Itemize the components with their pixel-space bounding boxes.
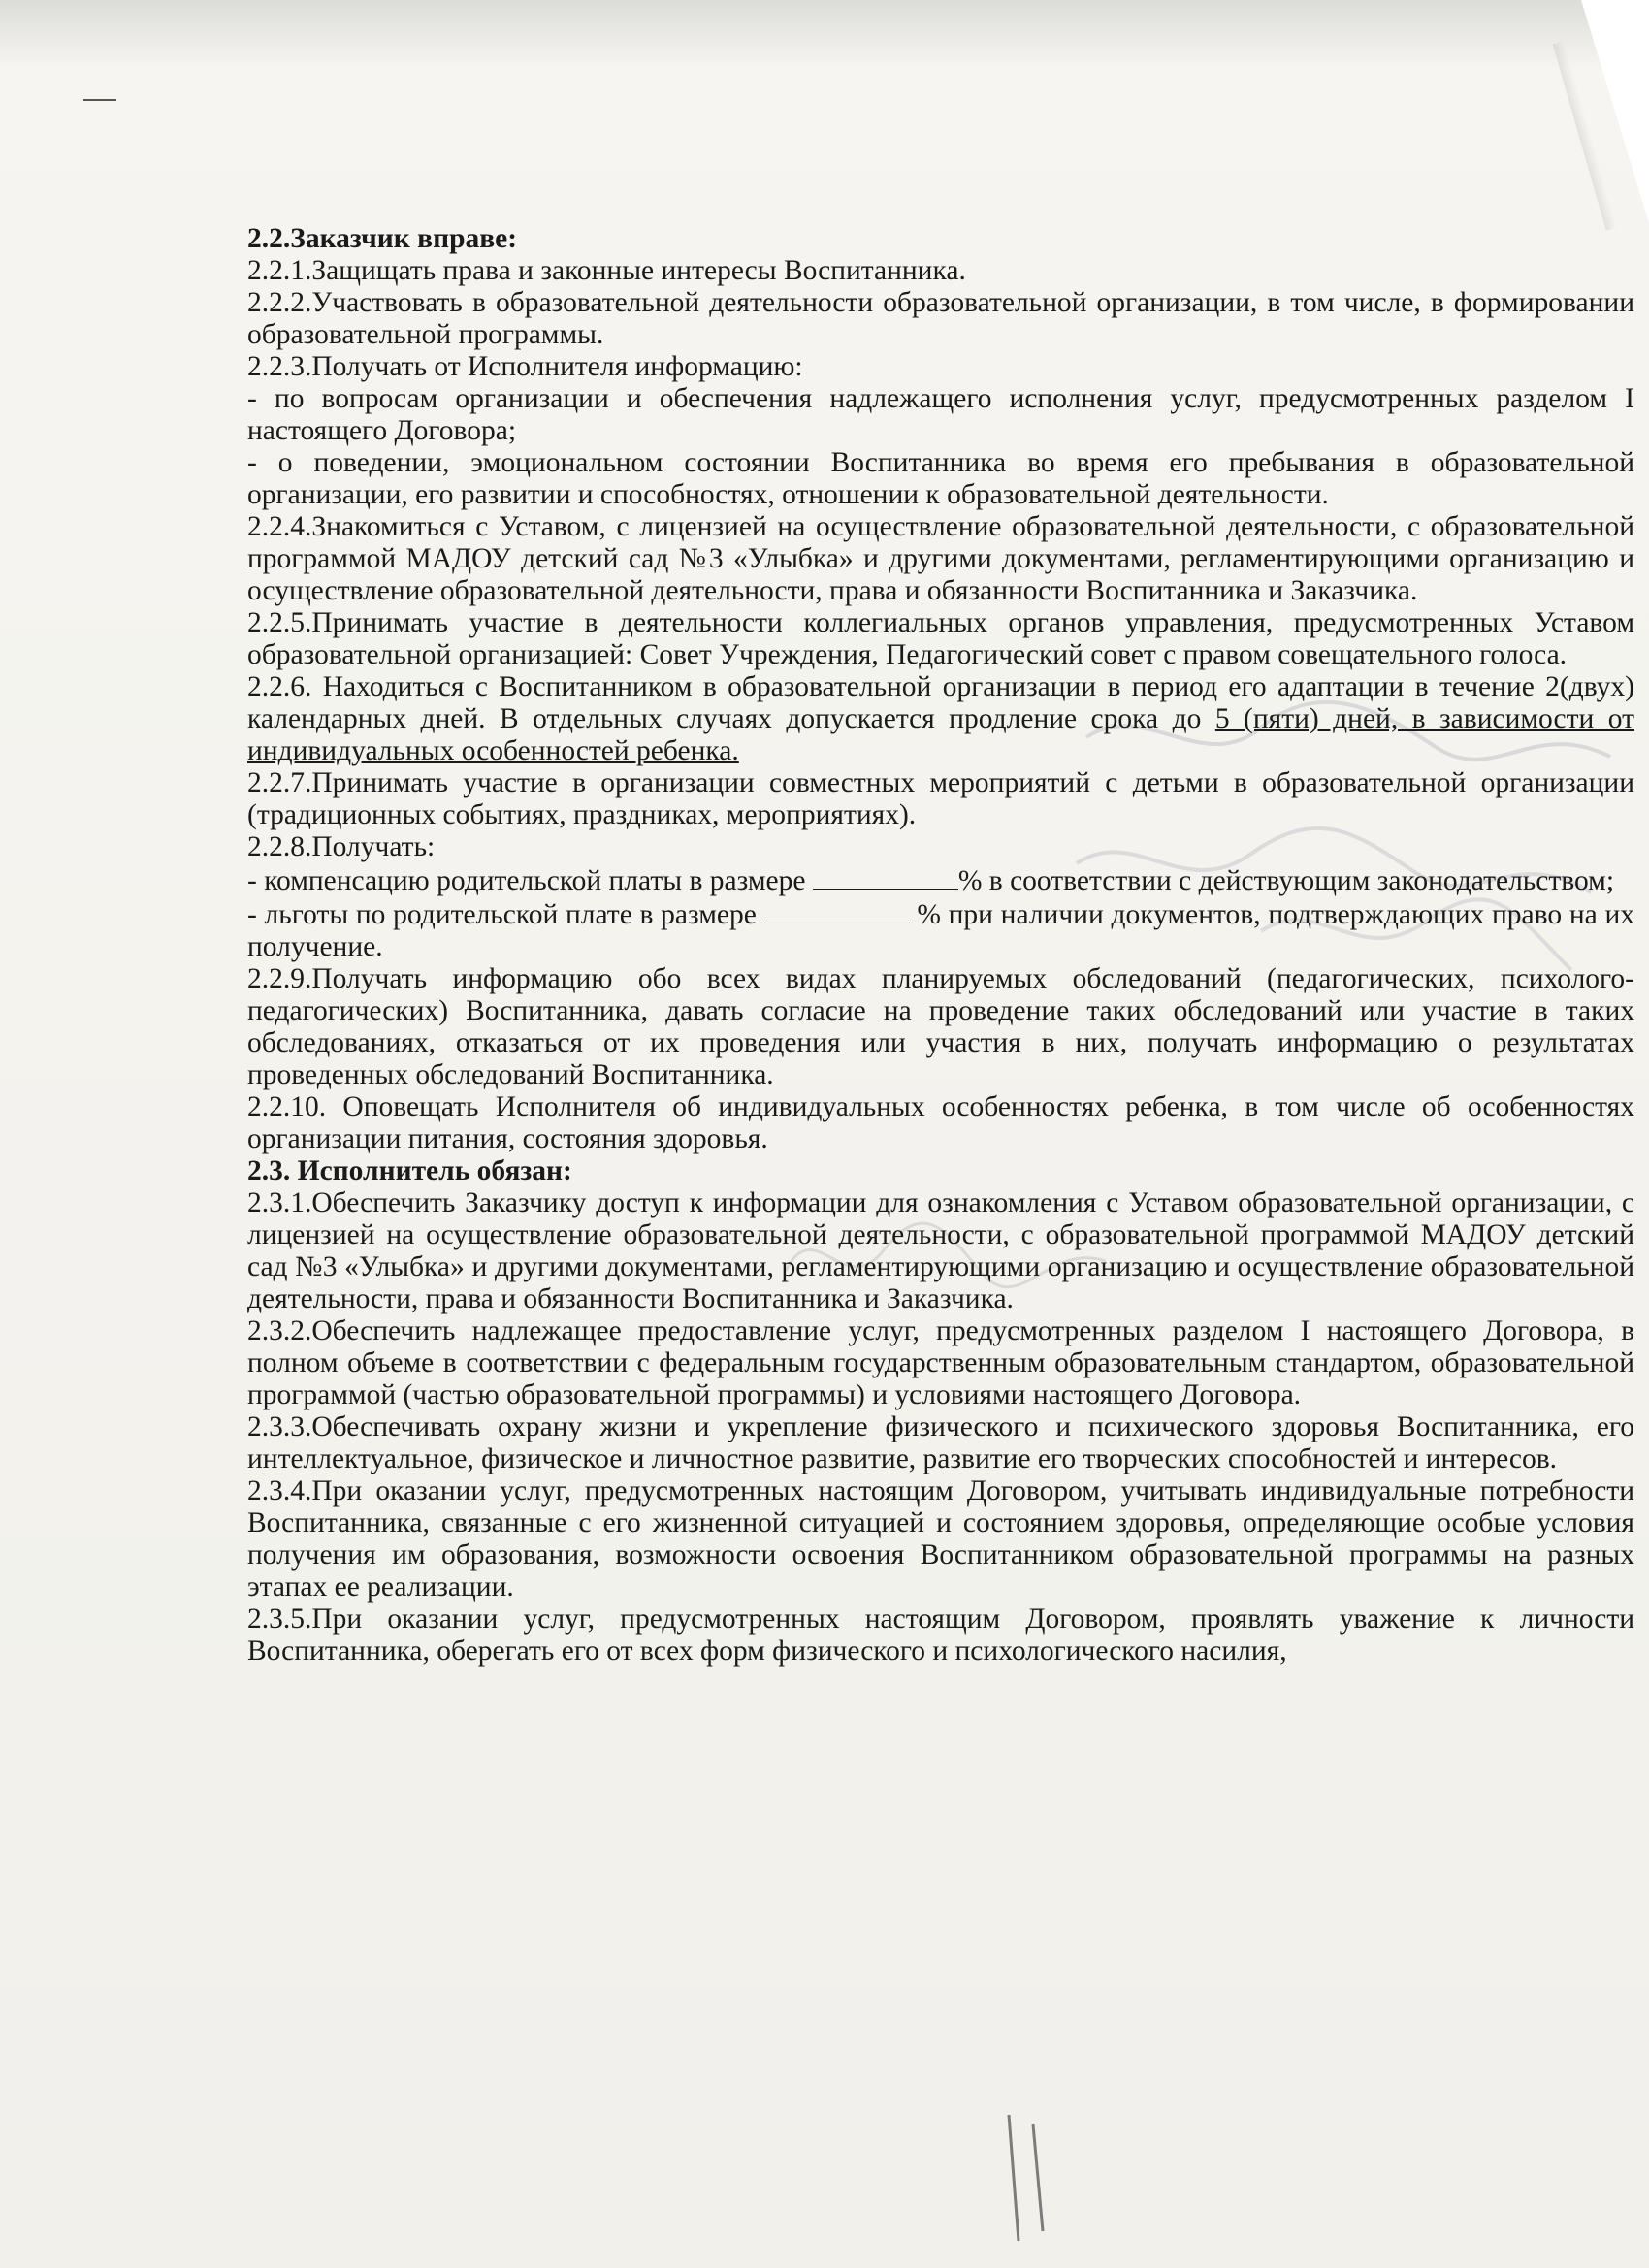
clause-2-2-3-sub-1: - по вопросам организации и обеспечения надлежащего исполнения услуг, предусмотренных разделом I настоящего Договора; [247,383,1634,446]
compensation-text-after: % в соответствии с действующим законодательством; [957,865,1615,896]
clause-2-2-1: 2.2.1.Защищать права и законные интересы Воспитанника. [247,255,966,286]
section-heading-2-3: 2.3. Исполнитель обязан: [247,1155,572,1186]
benefit-text-after: % при наличии документов, подтверждающих право на их получение. [247,899,1635,962]
clause-2-2-8: 2.2.8.Получать: [247,831,436,862]
clause-2-3-2: 2.3.2.Обеспечить надлежащее предоставление услуг, предусмотренных разделом I настоящего Договора, в полном объеме в соответствии с федеральным государственным образовательным стандартом, образовательной программой (частью образовательной программы) и условиями настоящего Договора. [247,1315,1634,1410]
document-body [247,223,1634,1668]
clause-2-2-5: 2.2.5.Принимать участие в деятельности коллегиальных органов управления, предусмотренных Уставом образовательной организацией: Совет Учреждения, Педагогический совет с правом совещательного голоса. [247,607,1634,670]
benefit-percent-blank[interactable] [764,897,910,923]
clause-2-3-5: 2.3.5.При оказании услуг, предусмотренных настоящим Договором, проявлять уважение к личности Воспитанника, оберегать его от всех форм физического и психологического насилия, [247,1604,1634,1667]
clause-2-3-3: 2.3.3.Обеспечивать охрану жизни и укрепление физического и психического здоровья Воспитанника, его интеллектуальное, физическое и личностное развитие, развитие его творческих способностей и интересов. [247,1411,1634,1474]
clause-2-3-1: 2.3.1.Обеспечить Заказчику доступ к информации для ознакомления с Уставом образовательной организации, с лицензией на осуществление образовательной деятельности, с образовательной программой МАДОУ детский сад №3 «Улыбка» и другими документами, регламентирующими организацию и осуществление образовательной деятельности, права и обязанности Воспитанника и Заказчика. [247,1187,1634,1314]
clause-2-2-3: 2.2.3.Получать от Исполнителя информацию: [247,351,803,382]
folded-page-corner [1581,0,1649,223]
compensation-text-before: - компенсацию родительской платы в размере [247,865,813,896]
pen-stroke-mark [989,2105,1067,2251]
clause-2-2-6-text: 2.2.6. Находиться с Воспитанником в образовательной организации в период его адаптации в течение 2(двух) календарных дней. В отдельных случаях допускается продление срока до [247,671,1634,734]
clause-2-2-9: 2.2.9.Получать информацию обо всех видах планируемых обследований (педагогических, психолого-педагогических) Воспитанника, давать согласие на проведение таких обследований или участие в таких обследованиях, отказаться от их проведения или участия в них, получать информацию о результатах проведенных обследований Воспитанника. [247,963,1634,1090]
clause-2-2-3-sub-2: - о поведении, эмоциональном состоянии Воспитанника во время его пребывания в образовательной организации, его развитии и способностях, отношении к образовательной деятельности. [247,447,1634,510]
clause-2-2-2: 2.2.2.Участвовать в образовательной деятельности образовательной организации, в том числе, в формировании образовательной программы. [247,287,1634,350]
clause-2-2-4: 2.2.4.Знакомиться с Уставом, с лицензией на осуществление образовательной деятельности, с образовательной программой МАДОУ детский сад №3 «Улыбка» и другими документами, регламентирующими организацию и осуществление образовательной деятельности, права и обязанности Воспитанника и Заказчика. [247,511,1634,606]
scan-top-shadow [0,0,1649,68]
clause-2-2-6 [247,671,1634,767]
clause-2-3-4: 2.3.4.При оказании услуг, предусмотренных настоящим Договором, учитывать индивидуальные потребности Воспитанника, связанные с его жизненной ситуацией и состоянием здоровья, определяющие особые условия получения им образования, возможности освоения Воспитанником образовательной программы на разных этапах ее реализации. [247,1475,1634,1603]
benefit-text-before: - льготы по родительской плате в размере [247,899,764,930]
section-heading-2-2: 2.2.Заказчик вправе: [247,223,518,254]
clause-2-2-6-underlined: 5 (пяти) дней, в зависимости от индивидуальных особенностей ребенка. [247,703,1635,766]
clause-2-2-7: 2.2.7.Принимать участие в организации совместных мероприятий с детьми в образовательной организации (традиционных событиях, праздниках, мероприятиях). [247,767,1634,830]
compensation-percent-blank[interactable] [813,863,958,890]
clause-2-2-8-benefit [247,897,1634,963]
scan-edge-mark [83,99,116,101]
clause-2-2-10: 2.2.10. Оповещать Исполнителя об индивидуальных особенностях ребенка, в том числе об особенностях организации питания, состояния здоровья. [247,1091,1634,1154]
clause-2-2-8-compensation [247,863,1634,897]
